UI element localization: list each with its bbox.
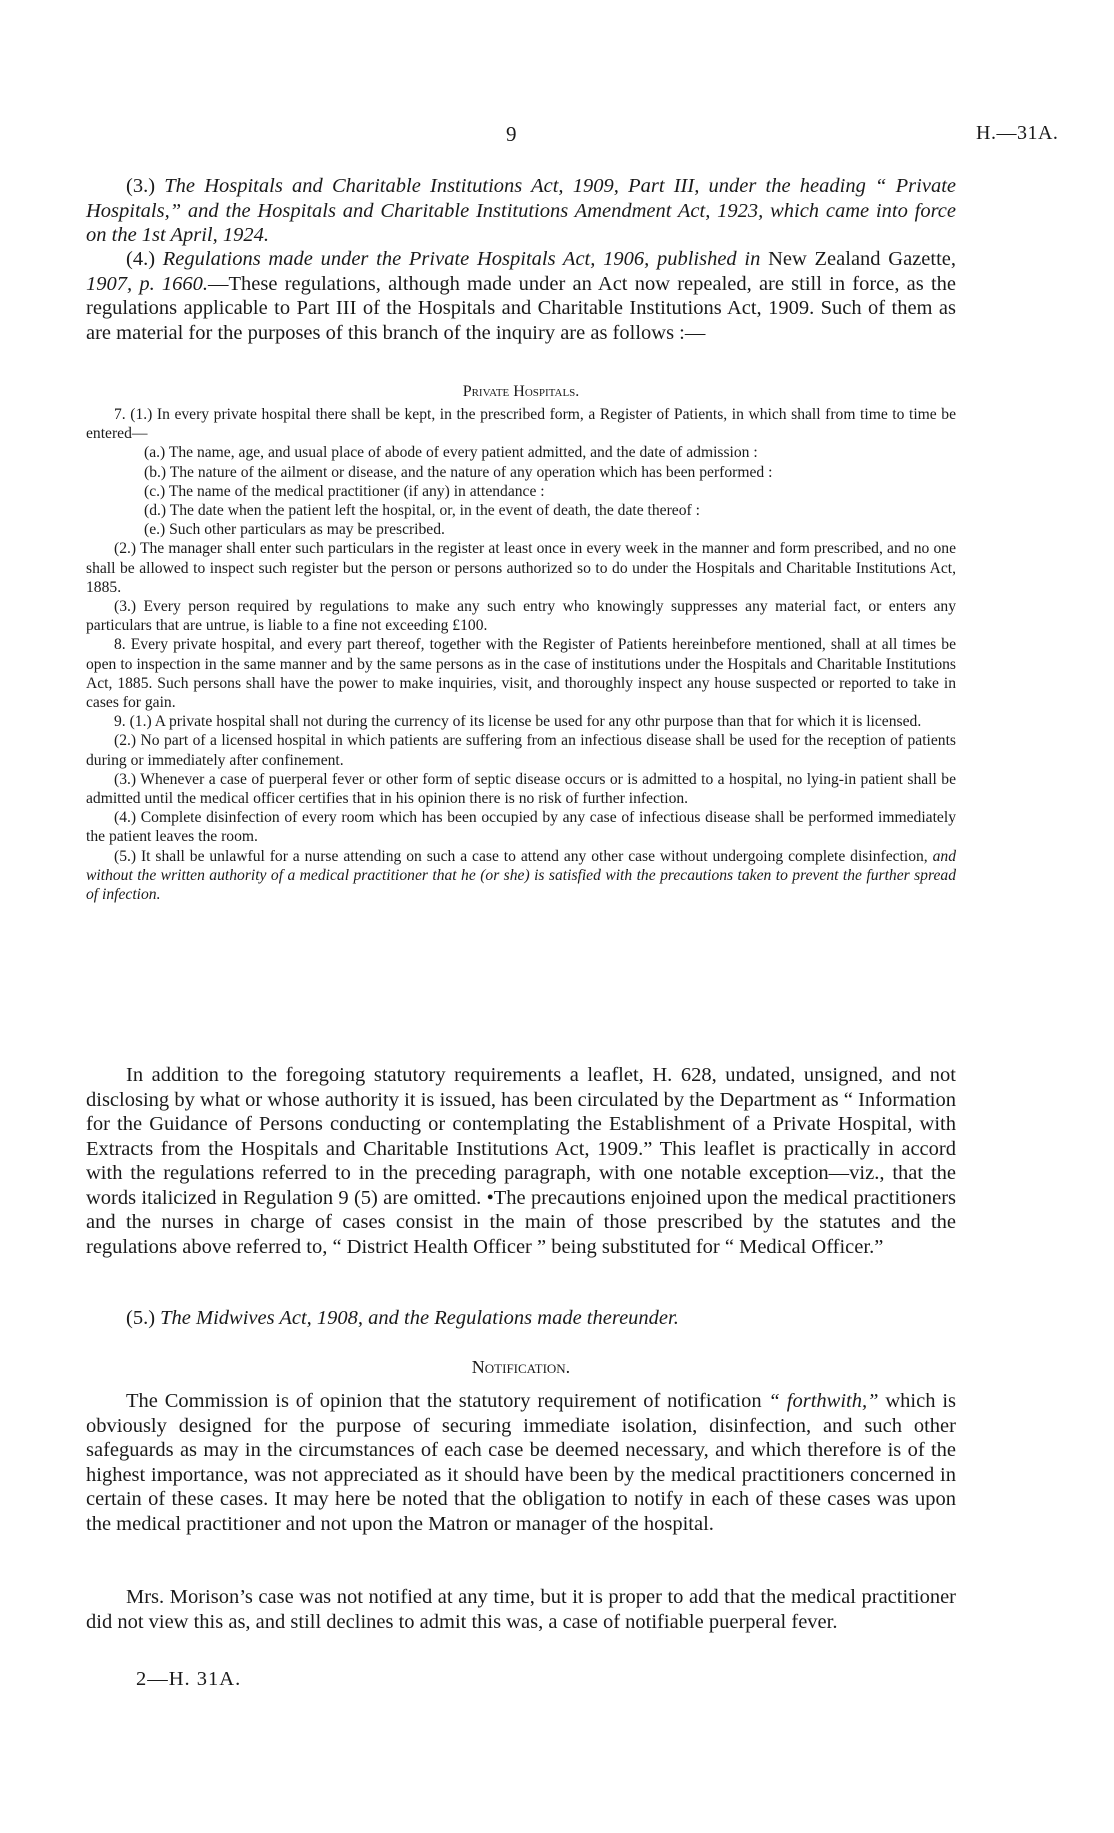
regulation-9-5-italic: and without the written authority of a medical practitioner that he (or she) is satisfied with the precautions taken to prevent the further spread of infection.	[86, 847, 956, 904]
regulation-8: 8. Every private hospital, and every part thereof, together with the Register of Patients hereinbefore mentioned, shall at all times be open to inspection in the same manner and by the same persons as in the case of institutions under the Hospitals and Charitable Institutions Act, 1885. Such persons shall have the power to make inquiries, visit, and thoroughly inspect any house suspected or reported to take in cases for gain.	[86, 636, 956, 712]
item-4-title: Regulations made under the Private Hospitals Act, 1906, published in	[162, 248, 761, 270]
item-3-title: The Hospitals and Charitable Institutions Act, 1909, Part III, under the heading “ Private Hospitals,” and the Hospitals and Charitable Institutions Amendment Act, 1923, which came into force on the 1st April, 1924.	[86, 175, 957, 246]
item-5-number: (5.)	[126, 1307, 156, 1329]
heading-notification: Notification.	[471, 1357, 571, 1377]
item-4	[86, 247, 956, 345]
item-3	[86, 174, 956, 248]
regulation-7-e: (e.) Such other particulars as may be prescribed.	[144, 521, 445, 539]
heading-private-hospitals: Private Hospitals.	[462, 383, 580, 400]
notification-forthwith: “ forthwith,”	[768, 1390, 879, 1412]
item-5-title: The Midwives Act, 1908, and the Regulations made thereunder.	[160, 1307, 679, 1329]
item-5	[86, 1306, 956, 1331]
item-3-number: (3.)	[126, 175, 156, 197]
regulations-extract	[86, 405, 956, 904]
regulation-9-5	[86, 847, 956, 905]
addition-paragraph	[86, 1063, 956, 1259]
regulation-9-3: (3.) Whenever a case of puerperal fever or other form of septic disease occurs or is admitted to a hospital, no lying-in patient shall be admitted until the medical officer certifies that in his opinion there is no risk of further infection.	[86, 770, 956, 808]
regulation-7-1: 7. (1.) In every private hospital there shall be kept, in the prescribed form, a Register of Patients, in which shall from time to time be entered—	[86, 406, 956, 443]
notification-paragraph	[86, 1389, 956, 1536]
item-4-source: New Zealand Gazette,	[768, 248, 956, 270]
regulation-9-2: (2.) No part of a licensed hospital in which patients are suffering from an infectious disease shall be used for the reception of patients during or immediately after confinement.	[86, 732, 956, 769]
regulation-7-d: (d.) The date when the patient left the hospital, or, in the event of death, the date thereof :	[144, 502, 700, 520]
morison-paragraph-text: Mrs. Morison’s case was not notified at any time, but it is proper to add that the medical practitioner did not view this as, and still declines to admit this was, a case of notifiable puerperal fever.	[86, 1586, 956, 1633]
item-4-citation: 1907, p. 1660.	[86, 272, 209, 295]
page-number: 9	[506, 122, 517, 146]
regulation-7-3: (3.) Every person required by regulations to make any such entry who knowingly suppresses any material fact, or enters any particulars that are untrue, is liable to a fine not exceeding £100.	[86, 598, 956, 635]
regulation-7-c: (c.) The name of the medical practitioner (if any) in attendance :	[144, 482, 545, 500]
regulation-7-b: (b.) The nature of the ailment or disease, and the nature of any operation which has been performed :	[144, 463, 773, 481]
regulation-9-5-text: (5.) It shall be unlawful for a nurse attending on such a case to attend any other case without undergoing complete disinfection,	[114, 847, 928, 865]
addition-paragraph-text: In addition to the foregoing statutory requirements a leaflet, H. 628, undated, unsigned, and not disclosing by what or whose authority it is issued, has been circulated by the Department as “ Information for the Guidance of Persons conducting or contemplating the Establishment of a Private Hospital, with Extracts from the Hospitals and Charitable Institutions Act, 1909.” This leaflet is practically in accord with the regulations referred to in the preceding paragraph, with one notable exception—viz., that the words italicized in Regulation 9 (5) are omitted. •The precautions enjoined upon the medical practitioners and the nurses in charge of cases consist in the main of those prescribed by the statutes and the regulations above referred to, “ District Health Officer ” being substituted for “ Medical Officer.”	[86, 1064, 956, 1258]
regulation-7-2: (2.) The manager shall enter such particulars in the register at least once in every week in the manner and form prescribed, and no one shall be allowed to inspect such register but the person or persons authorized so to do under the Hospitals and Charitable Institutions Act, 1885.	[86, 540, 956, 596]
notification-text-open: The Commission is of opinion that the statutory requirement of notification	[126, 1390, 762, 1412]
regulation-9-1: 9. (1.) A private hospital shall not during the currency of its license be used for any othr purpose than that for which it is licensed.	[114, 713, 922, 731]
regulation-9-4: (4.) Complete disinfection of every room which has been occupied by any case of infectious disease shall be performed immediately the patient leaves the room.	[86, 809, 956, 846]
regulation-7-a: (a.) The name, age, and usual place of abode of every patient admitted, and the date of admission :	[144, 444, 758, 462]
footer-signature: 2—H. 31A.	[136, 1668, 242, 1690]
morison-paragraph	[86, 1585, 956, 1634]
item-4-body: —These regulations, although made under an Act now repealed, are still in force, as the regulations applicable to Part III of the Hospitals and Charitable Institutions Act, 1909. Such of them as are material for the purposes of this branch of the inquiry are as follows :—	[86, 272, 957, 344]
document-reference: H.—31A.	[976, 122, 1059, 144]
notification-text-rest: which is obviously designed for the purpose of securing immediate isolation, disinfection, and such other safeguards as may in the circumstances of each case be deemed necessary, and which therefore is of the highest importance, was not appreciated as it should have been by the medical practitioners concerned in certain of these cases. It may here be noted that the obligation to notify in each of these cases was upon the medical practitioner and not upon the Matron or manager of the hospital.	[86, 1390, 956, 1535]
item-4-number: (4.)	[126, 248, 156, 270]
